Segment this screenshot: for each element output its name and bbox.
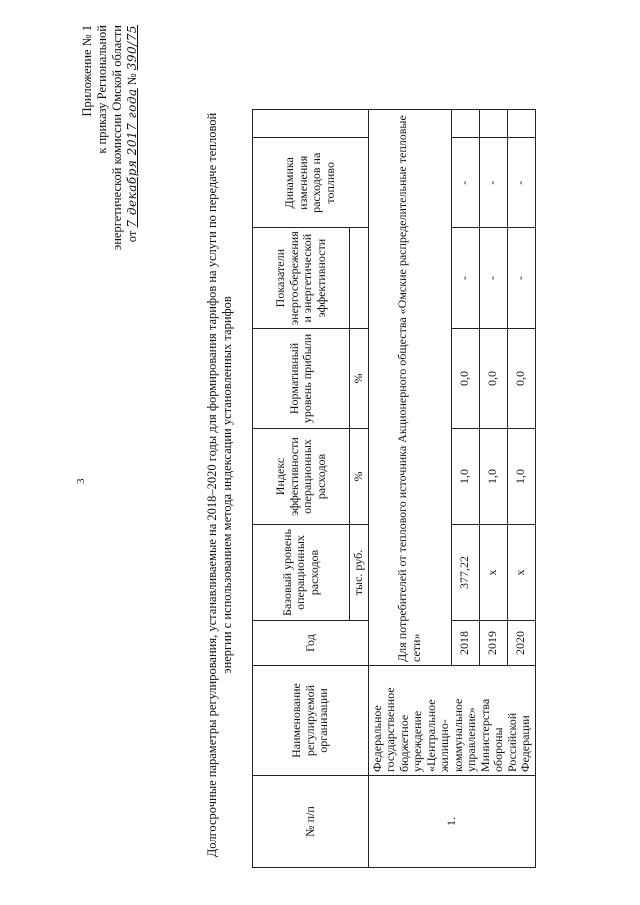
header-org: Наименование регулируемой организации <box>253 666 369 776</box>
index-cell: 1,0 <box>507 429 535 525</box>
profit-cell: 0,0 <box>451 329 479 429</box>
annex-line-2: к приказу Региональной <box>95 25 109 154</box>
year-cell: 2019 <box>479 621 507 666</box>
header-fuel: Динамика изменения расходов на топливо <box>253 138 369 228</box>
header-spare <box>253 110 369 138</box>
year-cell: 2018 <box>451 621 479 666</box>
row-number: 1. <box>368 776 535 868</box>
fuel-cell: - <box>507 138 535 228</box>
from-label: от <box>125 230 139 243</box>
source-row <box>368 110 451 868</box>
unit-energy <box>350 228 369 329</box>
header-row <box>253 110 350 868</box>
number-label: № <box>125 73 139 86</box>
energy-cell: - <box>451 228 479 329</box>
handwritten-date: 7 декабря 2017 года <box>125 88 139 228</box>
header-energy: Показатели энергосбережения и энергетической эффективности <box>253 228 350 329</box>
fuel-cell: - <box>451 138 479 228</box>
index-cell: 1,0 <box>479 429 507 525</box>
page-number: 3 <box>75 478 87 484</box>
spare-cell <box>451 110 479 138</box>
base-cell: x <box>507 525 535 621</box>
header-num: № п/п <box>253 776 369 868</box>
annex-line-3: энергетической комиссии Омской области <box>110 25 124 251</box>
source-description: Для потребителей от теплового источника Акционерного общества «Омские распределительные тепловые сети» <box>368 110 451 666</box>
annex-date-line <box>125 25 140 305</box>
annex-header <box>80 25 140 305</box>
header-index: Индекс эффективности операционных расходов <box>253 429 350 525</box>
document-title: Долгосрочные параметры регулирования, устанавливаемые на 2018–2020 годы для формирования тарифов на услуги по передаче тепловой энергии с использованием метода индексации установленных тарифов <box>205 112 234 858</box>
profit-cell: 0,0 <box>507 329 535 429</box>
unit-base: тыс. руб. <box>350 525 369 621</box>
energy-cell: - <box>507 228 535 329</box>
fuel-cell: - <box>479 138 507 228</box>
parameters-table <box>252 109 536 868</box>
spare-cell <box>479 110 507 138</box>
index-cell: 1,0 <box>451 429 479 525</box>
base-cell: x <box>479 525 507 621</box>
unit-profit: % <box>350 329 369 429</box>
header-year: Год <box>253 621 369 666</box>
spare-cell <box>507 110 535 138</box>
annex-line-1: Приложение № 1 <box>80 25 94 117</box>
year-cell: 2020 <box>507 621 535 666</box>
header-base: Базовый уровень операционных расходов <box>253 525 350 621</box>
organization-name: Федеральное государственное бюджетное учреждение «Центральное жилищно-коммунальное управление» Министерства обороны Российской Федерации <box>368 666 535 776</box>
unit-index: % <box>350 429 369 525</box>
profit-cell: 0,0 <box>479 329 507 429</box>
energy-cell: - <box>479 228 507 329</box>
handwritten-number: 390/75 <box>125 25 139 71</box>
header-profit: Нормативный уровень прибыли <box>253 329 350 429</box>
base-cell: 377,22 <box>451 525 479 621</box>
